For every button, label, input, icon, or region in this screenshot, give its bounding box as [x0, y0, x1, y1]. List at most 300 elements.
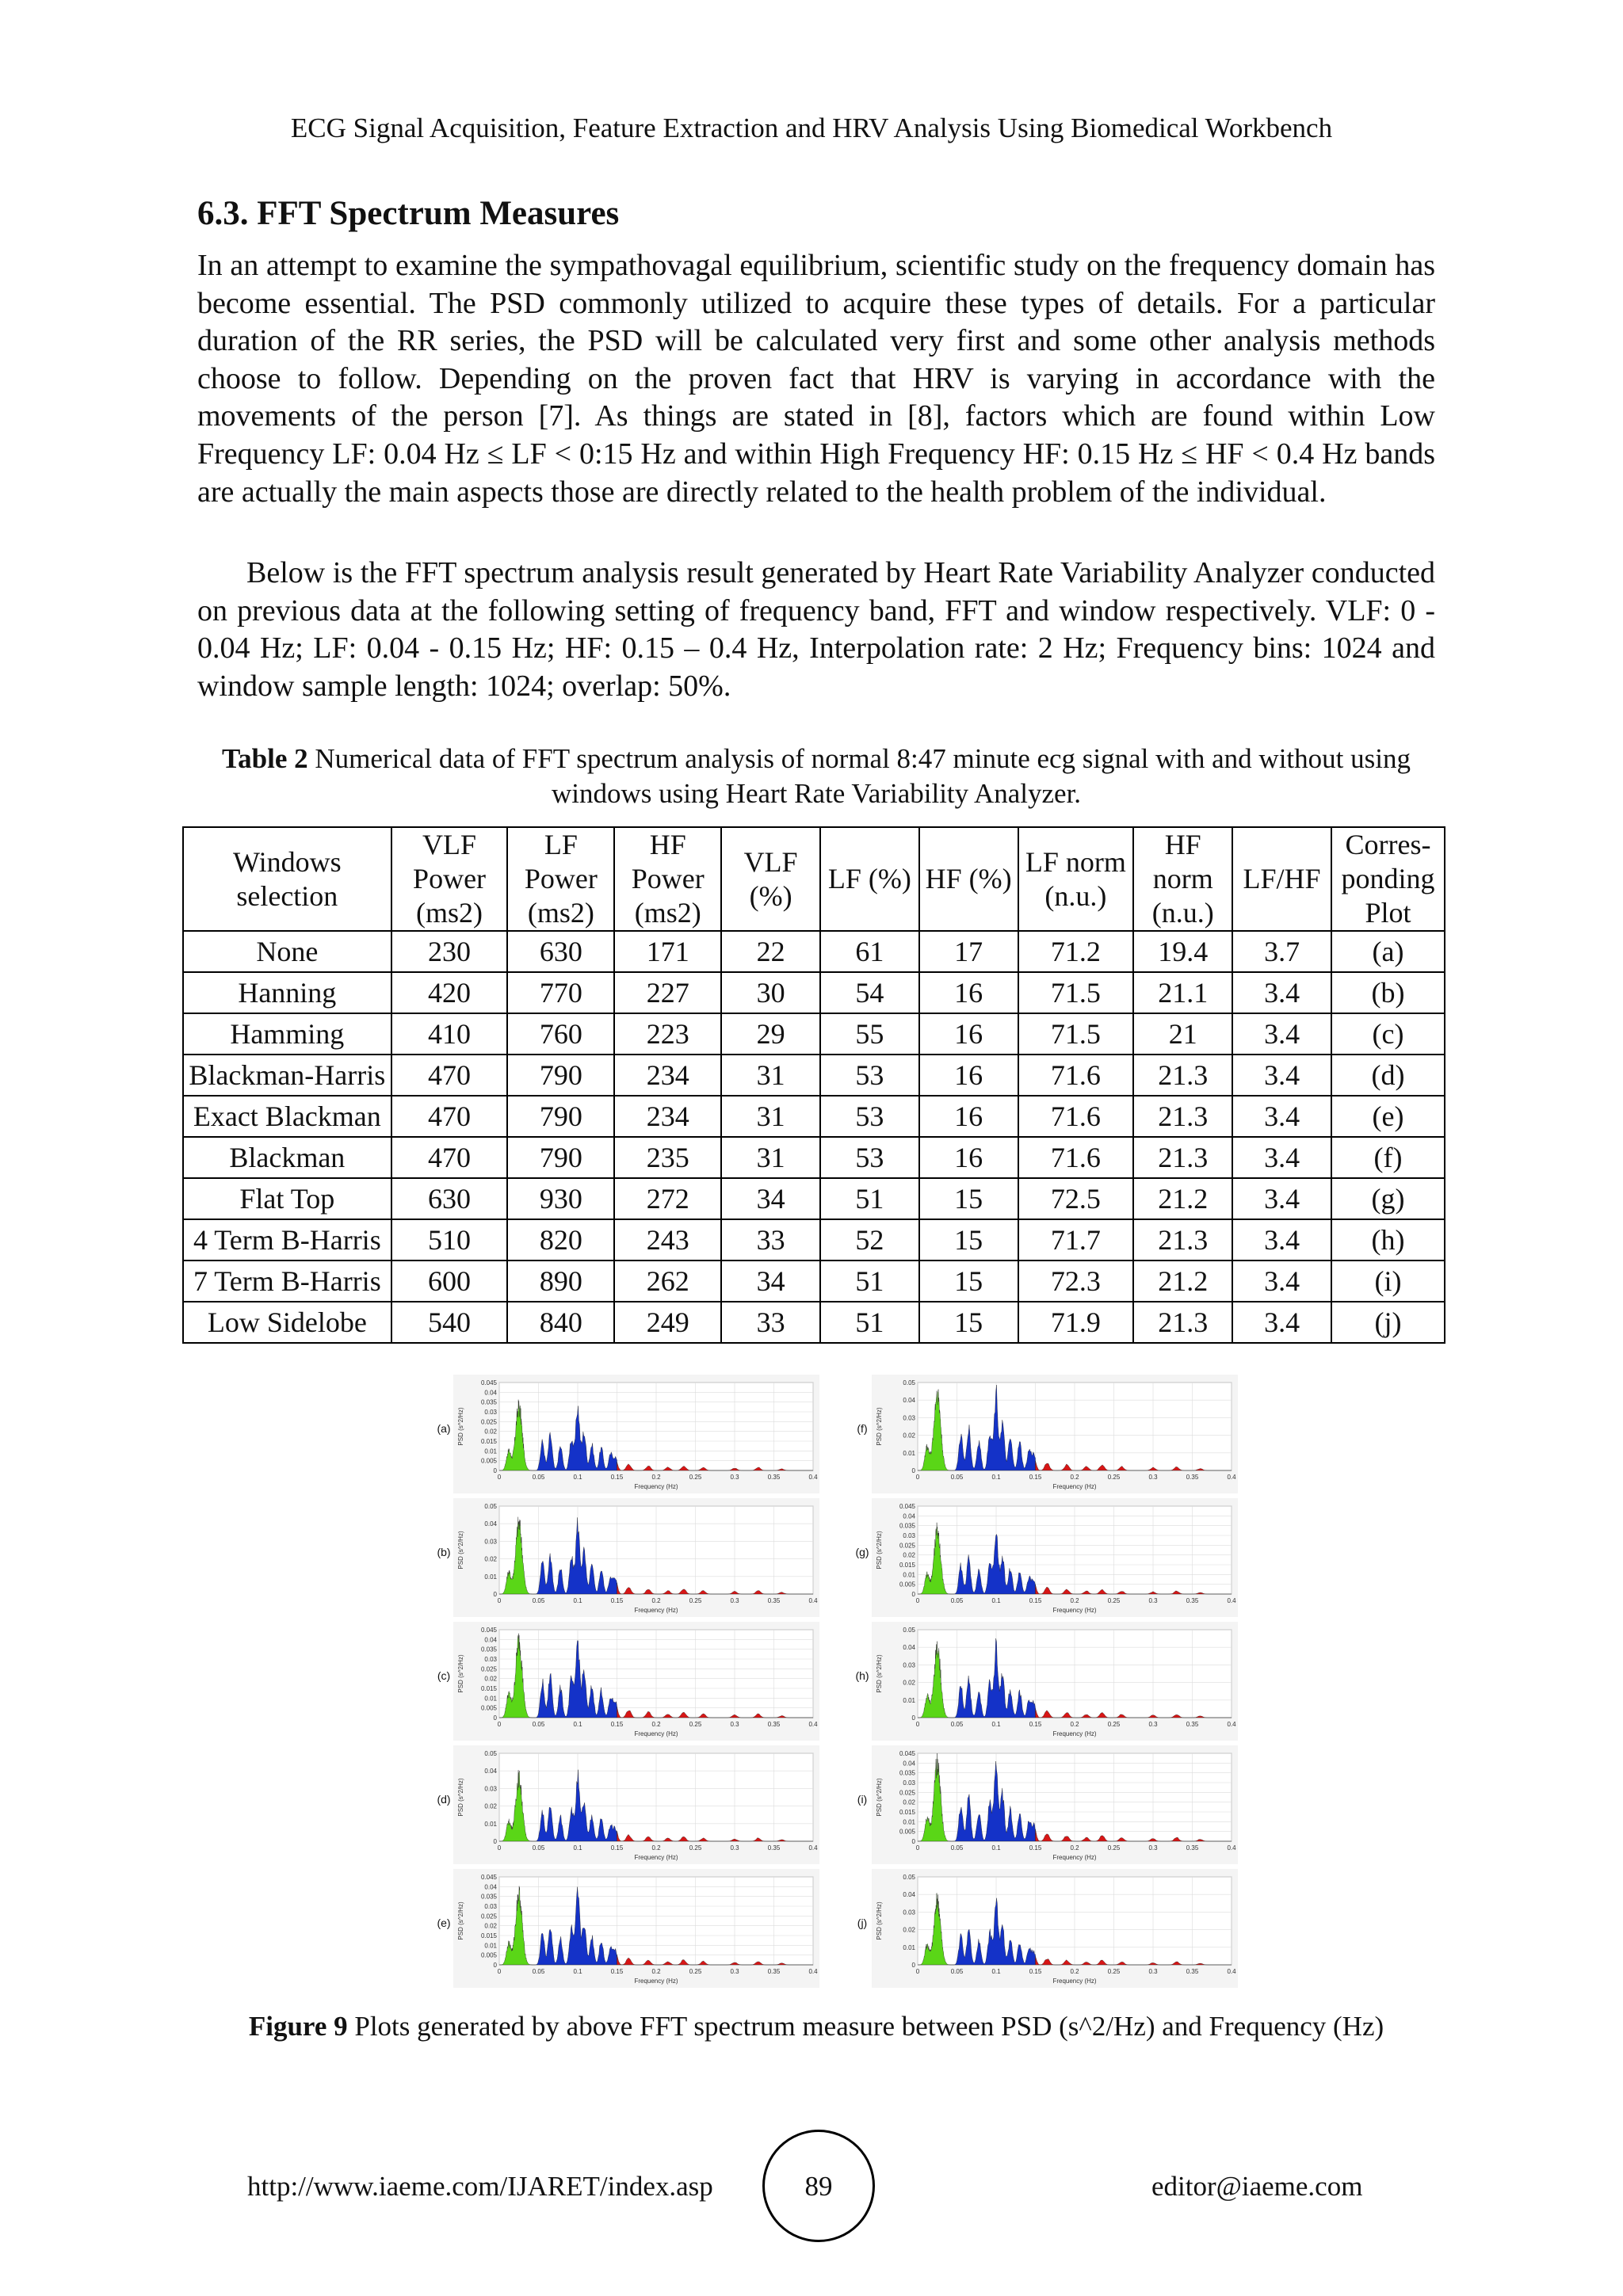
table-cell: 171 — [614, 931, 721, 972]
table-cell: 72.5 — [1018, 1178, 1134, 1219]
x-tick-label: 0.05 — [532, 1474, 545, 1481]
header-line: HF — [1164, 829, 1201, 860]
y-tick-label: 0.03 — [484, 1785, 497, 1793]
x-tick-label: 0.2 — [1070, 1597, 1079, 1604]
table-cell: 790 — [507, 1096, 614, 1137]
x-tick-label: 0.3 — [1148, 1597, 1158, 1604]
table-row — [183, 1013, 1445, 1055]
header-line: (n.u.) — [1044, 879, 1107, 912]
y-tick-label: 0.04 — [484, 1636, 497, 1644]
plot-letter: (a) — [437, 1422, 451, 1435]
table-cell: 890 — [507, 1261, 614, 1302]
x-tick-label: 0.1 — [573, 1844, 582, 1852]
plot-letter: (c) — [437, 1669, 451, 1682]
y-tick-label: 0.01 — [903, 1943, 915, 1951]
table-header-cell — [507, 827, 614, 931]
plot-letter: (b) — [437, 1546, 451, 1558]
y-tick-label: 0.015 — [899, 1562, 915, 1569]
y-tick-label: 0.025 — [480, 1418, 497, 1426]
y-tick-label: 0.04 — [903, 1512, 915, 1520]
y-tick-label: 0.035 — [480, 1398, 497, 1406]
x-tick-label: 0.25 — [1107, 1597, 1121, 1604]
table-cell: 71.9 — [1018, 1302, 1134, 1343]
table-row — [183, 972, 1445, 1013]
y-tick-label: 0.05 — [484, 1503, 497, 1510]
x-tick-label: 0.25 — [1107, 1474, 1121, 1481]
x-tick-label: 0.15 — [1029, 1474, 1042, 1481]
plot-letter: (h) — [855, 1669, 869, 1682]
x-tick-label: 0.2 — [1070, 1844, 1079, 1852]
y-tick-label: 0.03 — [903, 1779, 915, 1787]
table-cell: 790 — [507, 1137, 614, 1178]
y-tick-label: 0.015 — [899, 1809, 915, 1816]
x-axis-label: Frequency (Hz) — [634, 1730, 678, 1737]
psd-plot — [854, 1498, 1241, 1617]
x-tick-label: 0.1 — [991, 1968, 1001, 1975]
x-tick-label: 0.1 — [573, 1597, 582, 1604]
psd-plot-svg — [872, 1498, 1238, 1617]
header-line: (ms2) — [416, 897, 483, 929]
table-cell: 17 — [919, 931, 1018, 972]
paragraph-2: Below is the FFT spectrum analysis result generated by Heart Rate Variability Analyzer conducted on previous data at the following setting of frequency band, FFT and window respectively. VLF: 0 - 0.04 Hz; LF: 0.04 - 0.15 Hz; HF: 0.15 – 0.4 Hz, Interpolation rate: 2 Hz; Frequency bins: 1024 and window sample length: 1024; overlap: 50%. — [197, 556, 1435, 703]
table-cell: 21.3 — [1133, 1096, 1232, 1137]
x-axis-label: Frequency (Hz) — [1052, 1483, 1097, 1490]
y-tick-label: 0.04 — [484, 1520, 497, 1528]
x-tick-label: 0.1 — [991, 1597, 1001, 1604]
table-cell: 16 — [919, 1096, 1018, 1137]
table-cell: 249 — [614, 1302, 721, 1343]
x-tick-label: 0.25 — [1107, 1968, 1121, 1975]
x-tick-label: 0.15 — [1029, 1721, 1042, 1728]
header-line: ponding — [1341, 863, 1435, 894]
x-tick-label: 0 — [497, 1597, 502, 1604]
y-tick-label: 0.04 — [484, 1389, 497, 1397]
x-axis-label: Frequency (Hz) — [1052, 1730, 1097, 1737]
table-cell: 3.4 — [1232, 1178, 1331, 1219]
x-tick-label: 0.4 — [808, 1474, 818, 1481]
table-caption — [197, 742, 1435, 811]
table-cell: 29 — [721, 1013, 820, 1055]
x-tick-label: 0.1 — [991, 1721, 1001, 1728]
x-tick-label: 0.1 — [573, 1721, 582, 1728]
y-tick-label: 0 — [911, 1467, 915, 1474]
table-cell: 53 — [820, 1096, 919, 1137]
y-tick-label: 0.005 — [480, 1951, 497, 1959]
table-cell: (d) — [1331, 1055, 1445, 1096]
table-cell: 630 — [391, 1178, 508, 1219]
x-tick-label: 0.1 — [573, 1968, 582, 1975]
table-cell: 470 — [391, 1096, 508, 1137]
table-row — [183, 1096, 1445, 1137]
table-cell: 3.4 — [1232, 1219, 1331, 1261]
x-tick-label: 0.2 — [651, 1844, 661, 1852]
y-tick-label: 0.05 — [903, 1379, 915, 1386]
table-cell: 31 — [721, 1137, 820, 1178]
header-line: (n.u.) — [1151, 897, 1214, 929]
psd-plot — [854, 1869, 1241, 1988]
table-cell: 33 — [721, 1302, 820, 1343]
x-tick-label: 0.4 — [808, 1844, 818, 1852]
footer-email-link[interactable]: editor@iaeme.com — [1151, 2171, 1363, 2202]
x-tick-label: 0.15 — [610, 1844, 624, 1852]
x-tick-label: 0 — [915, 1844, 920, 1852]
table-header-cell — [614, 827, 721, 931]
header-line: Corres- — [1345, 829, 1431, 860]
x-tick-label: 0.2 — [1070, 1474, 1079, 1481]
window-name-cell: None — [183, 931, 391, 972]
header-line: VLF — [422, 829, 477, 860]
x-tick-label: 0.35 — [767, 1721, 781, 1728]
header-line: Windows — [233, 845, 342, 878]
x-tick-label: 0.4 — [1227, 1597, 1236, 1604]
y-axis-label: PSD (s^2/Hz) — [876, 1531, 883, 1569]
y-tick-label: 0.04 — [484, 1883, 497, 1891]
header-line: Power — [413, 863, 487, 894]
psd-plot — [436, 1869, 823, 1988]
x-tick-label: 0.15 — [1029, 1597, 1042, 1604]
x-tick-label: 0.4 — [1227, 1844, 1236, 1852]
y-tick-label: 0.04 — [484, 1768, 497, 1775]
y-tick-label: 0 — [911, 1591, 915, 1598]
psd-plot-svg — [872, 1745, 1238, 1864]
x-tick-label: 0.3 — [1148, 1968, 1158, 1975]
table-cell: 21.2 — [1133, 1178, 1232, 1219]
table-row — [183, 1137, 1445, 1178]
y-tick-label: 0.015 — [480, 1438, 497, 1445]
y-tick-label: 0.02 — [484, 1922, 497, 1930]
table-cell: 930 — [507, 1178, 614, 1219]
table-caption-label: Table 2 — [222, 743, 308, 774]
x-tick-label: 0.05 — [950, 1968, 964, 1975]
psd-plot-image — [453, 1622, 819, 1741]
x-axis-label: Frequency (Hz) — [1052, 1607, 1097, 1614]
header-line: HF — [649, 829, 686, 860]
table-cell: 3.4 — [1232, 972, 1331, 1013]
x-tick-label: 0.3 — [730, 1968, 739, 1975]
x-axis-label: Frequency (Hz) — [634, 1978, 678, 1985]
x-tick-label: 0.4 — [808, 1597, 818, 1604]
y-tick-label: 0.01 — [903, 1818, 915, 1826]
y-tick-label: 0.025 — [899, 1542, 915, 1550]
x-tick-label: 0.35 — [1186, 1844, 1199, 1852]
x-tick-label: 0.2 — [651, 1597, 661, 1604]
x-tick-label: 0.2 — [651, 1968, 661, 1975]
x-tick-label: 0.2 — [1070, 1968, 1079, 1975]
psd-plot-svg — [872, 1869, 1238, 1988]
table-cell: 470 — [391, 1137, 508, 1178]
table-cell: 54 — [820, 972, 919, 1013]
y-tick-label: 0.04 — [903, 1644, 915, 1652]
table-row — [183, 1219, 1445, 1261]
y-tick-label: 0.025 — [899, 1789, 915, 1797]
window-name-cell: Hamming — [183, 1013, 391, 1055]
psd-plot-image — [872, 1498, 1238, 1617]
x-tick-label: 0.25 — [689, 1844, 702, 1852]
y-tick-label: 0.045 — [899, 1750, 915, 1757]
y-axis-label: PSD (s^2/Hz) — [457, 1531, 464, 1569]
figure-caption-text: Plots generated by above FFT spectrum measure between PSD (s^2/Hz) and Frequency (Hz) — [347, 2011, 1384, 2042]
table-cell: 3.4 — [1232, 1302, 1331, 1343]
x-tick-label: 0.05 — [950, 1721, 964, 1728]
y-axis-label: PSD (s^2/Hz) — [457, 1901, 464, 1940]
y-tick-label: 0 — [911, 1714, 915, 1722]
header-line: HF (%) — [925, 863, 1012, 894]
x-tick-label: 0.05 — [950, 1844, 964, 1852]
table-cell: 234 — [614, 1055, 721, 1096]
y-tick-label: 0.03 — [903, 1909, 915, 1917]
table-cell: 790 — [507, 1055, 614, 1096]
header-line: Power — [524, 863, 598, 894]
y-tick-label: 0.02 — [484, 1802, 497, 1810]
table-cell: 71.7 — [1018, 1219, 1134, 1261]
window-name-cell: Flat Top — [183, 1178, 391, 1219]
table-cell: 55 — [820, 1013, 919, 1055]
y-tick-label: 0.02 — [903, 1432, 915, 1440]
table-cell: (h) — [1331, 1219, 1445, 1261]
x-tick-label: 0.3 — [1148, 1721, 1158, 1728]
y-tick-label: 0 — [911, 1962, 915, 1969]
y-axis-label: PSD (s^2/Hz) — [876, 1654, 883, 1693]
x-tick-label: 0.15 — [610, 1597, 624, 1604]
x-tick-label: 0.25 — [689, 1597, 702, 1604]
table-cell: 16 — [919, 1137, 1018, 1178]
psd-plot — [854, 1622, 1241, 1741]
psd-plot-image — [872, 1869, 1238, 1988]
plot-letter: (g) — [855, 1546, 869, 1558]
table-cell: 52 — [820, 1219, 919, 1261]
table-cell: 840 — [507, 1302, 614, 1343]
table-cell: 227 — [614, 972, 721, 1013]
y-tick-label: 0.01 — [484, 1695, 497, 1703]
plot-letter: (i) — [857, 1793, 868, 1806]
table-cell: 16 — [919, 972, 1018, 1013]
x-axis-label: Frequency (Hz) — [634, 1607, 678, 1614]
y-tick-label: 0.025 — [480, 1665, 497, 1673]
table-cell: 71.5 — [1018, 1013, 1134, 1055]
table-cell: 420 — [391, 972, 508, 1013]
table-header-cell — [721, 827, 820, 931]
plot-letter: (e) — [437, 1917, 451, 1929]
y-tick-label: 0 — [493, 1962, 497, 1969]
y-axis-label: PSD (s^2/Hz) — [876, 1901, 883, 1940]
x-tick-label: 0.15 — [610, 1968, 624, 1975]
table-cell: 235 — [614, 1137, 721, 1178]
y-tick-label: 0.02 — [903, 1798, 915, 1806]
x-tick-label: 0.05 — [532, 1597, 545, 1604]
y-tick-label: 0.005 — [899, 1828, 915, 1836]
page-number: 89 — [804, 2171, 833, 2202]
table-cell: 470 — [391, 1055, 508, 1096]
y-tick-label: 0.05 — [903, 1874, 915, 1881]
x-tick-label: 0.05 — [950, 1474, 964, 1481]
x-tick-label: 0 — [915, 1721, 920, 1728]
y-tick-label: 0.015 — [480, 1685, 497, 1692]
psd-plot-svg — [453, 1622, 819, 1741]
header-line: Power — [631, 863, 705, 894]
psd-plot-image — [872, 1375, 1238, 1493]
x-tick-label: 0.25 — [689, 1721, 702, 1728]
header-line: LF norm — [1025, 845, 1126, 878]
psd-plot-svg — [453, 1745, 819, 1864]
x-tick-label: 0 — [497, 1721, 502, 1728]
y-tick-label: 0.03 — [484, 1538, 497, 1546]
table-cell: 31 — [721, 1055, 820, 1096]
y-tick-label: 0.05 — [903, 1627, 915, 1634]
plot-letter: (f) — [857, 1422, 868, 1435]
psd-plot — [436, 1622, 823, 1741]
table-cell: 262 — [614, 1261, 721, 1302]
y-tick-label: 0.05 — [484, 1750, 497, 1757]
table-cell: 3.4 — [1232, 1013, 1331, 1055]
window-name-cell: Blackman — [183, 1137, 391, 1178]
psd-plot-image — [453, 1498, 819, 1617]
table-cell: (j) — [1331, 1302, 1445, 1343]
table-cell: 19.4 — [1133, 931, 1232, 972]
table-cell: 15 — [919, 1261, 1018, 1302]
paragraph-1: In an attempt to examine the sympathovagal equilibrium, scientific study on the frequency domain has become essential. The PSD commonly utilized to acquire these types of details. For a particular duration of the RR series, the PSD will be calculated very first and some other analysis methods choose to follow. Depending on the proven fact that HRV is varying in accordance with the movements of the person [7]. As things are stated in [8], factors which are found within Low Frequency LF: 0.04 Hz ≤ LF < 0:15 Hz and within High Frequency HF: 0.15 Hz ≤ HF < 0.4 Hz bands are actually the main aspects those are directly related to the health problem of the individual. — [197, 249, 1435, 509]
x-tick-label: 0.1 — [991, 1844, 1001, 1852]
window-name-cell: Hanning — [183, 972, 391, 1013]
table-cell: 31 — [721, 1096, 820, 1137]
psd-plot-image — [453, 1869, 819, 1988]
x-tick-label: 0.25 — [689, 1968, 702, 1975]
x-tick-label: 0.05 — [950, 1597, 964, 1604]
x-tick-label: 0.05 — [532, 1721, 545, 1728]
table-cell: 3.4 — [1232, 1137, 1331, 1178]
psd-plot-image — [872, 1622, 1238, 1741]
psd-plot — [436, 1745, 823, 1864]
table-cell: 21.3 — [1133, 1219, 1232, 1261]
table-header-row — [183, 827, 1445, 931]
x-tick-label: 0.15 — [1029, 1844, 1042, 1852]
header-line: Plot — [1365, 897, 1411, 929]
table-row — [183, 1302, 1445, 1343]
header-line: VLF — [743, 845, 798, 878]
table-cell: 820 — [507, 1219, 614, 1261]
y-tick-label: 0.045 — [480, 1379, 497, 1386]
table-cell: 15 — [919, 1178, 1018, 1219]
y-tick-label: 0.01 — [484, 1820, 497, 1828]
x-tick-label: 0 — [497, 1968, 502, 1975]
table-cell: 71.5 — [1018, 972, 1134, 1013]
table-cell: 16 — [919, 1055, 1018, 1096]
x-tick-label: 0.3 — [730, 1844, 739, 1852]
y-tick-label: 0.02 — [903, 1551, 915, 1559]
y-tick-label: 0.01 — [903, 1571, 915, 1579]
table-cell: 21.3 — [1133, 1302, 1232, 1343]
x-axis-label: Frequency (Hz) — [1052, 1978, 1097, 1985]
y-tick-label: 0.01 — [484, 1942, 497, 1950]
x-tick-label: 0.1 — [573, 1474, 582, 1481]
table-cell: 51 — [820, 1261, 919, 1302]
y-tick-label: 0.03 — [903, 1414, 915, 1422]
x-tick-label: 0.3 — [730, 1597, 739, 1604]
header-line: norm — [1152, 863, 1213, 894]
x-tick-label: 0.05 — [532, 1844, 545, 1852]
y-tick-label: 0.045 — [899, 1503, 915, 1510]
psd-plot — [436, 1375, 823, 1493]
fft-spectrum-table — [182, 826, 1445, 1344]
table-caption-text: Numerical data of FFT spectrum analysis of normal 8:47 minute ecg signal with and without using windows using Heart Rate Variability Analyzer. — [307, 743, 1411, 809]
table-cell: 3.7 — [1232, 931, 1331, 972]
y-tick-label: 0.005 — [480, 1704, 497, 1712]
table-cell: 760 — [507, 1013, 614, 1055]
x-axis-label: Frequency (Hz) — [1052, 1854, 1097, 1861]
window-name-cell: Exact Blackman — [183, 1096, 391, 1137]
table-cell: 540 — [391, 1302, 508, 1343]
plot-letter: (j) — [857, 1917, 868, 1929]
plot-letter: (d) — [437, 1793, 451, 1806]
x-tick-label: 0.35 — [767, 1968, 781, 1975]
psd-plot — [436, 1498, 823, 1617]
table-cell: 71.2 — [1018, 931, 1134, 972]
table-cell: 3.4 — [1232, 1055, 1331, 1096]
x-tick-label: 0.35 — [767, 1597, 781, 1604]
y-axis-label: PSD (s^2/Hz) — [457, 1407, 464, 1446]
x-tick-label: 0.4 — [1227, 1474, 1236, 1481]
y-tick-label: 0.04 — [903, 1891, 915, 1899]
y-tick-label: 0.005 — [480, 1457, 497, 1465]
table-cell: 510 — [391, 1219, 508, 1261]
table-cell: 72.3 — [1018, 1261, 1134, 1302]
y-tick-label: 0.035 — [480, 1646, 497, 1653]
table-cell: 53 — [820, 1055, 919, 1096]
table-row — [183, 1055, 1445, 1096]
y-tick-label: 0.015 — [480, 1932, 497, 1939]
x-tick-label: 0.3 — [1148, 1844, 1158, 1852]
psd-plot-svg — [453, 1498, 819, 1617]
x-tick-label: 0.3 — [1148, 1474, 1158, 1481]
y-tick-label: 0.025 — [480, 1913, 497, 1920]
table-header-cell — [183, 827, 391, 931]
table-cell: 71.6 — [1018, 1055, 1134, 1096]
table-cell: 16 — [919, 1013, 1018, 1055]
section-title: 6.3. FFT Spectrum Measures — [197, 195, 620, 232]
window-name-cell: Blackman-Harris — [183, 1055, 391, 1096]
window-name-cell: 4 Term B-Harris — [183, 1219, 391, 1261]
y-tick-label: 0.02 — [484, 1675, 497, 1683]
psd-plot-svg — [453, 1869, 819, 1988]
x-tick-label: 0.35 — [1186, 1597, 1199, 1604]
table-cell: 53 — [820, 1137, 919, 1178]
x-tick-label: 0.2 — [651, 1474, 661, 1481]
footer-url-link[interactable]: http://www.iaeme.com/IJARET/index.asp — [247, 2171, 713, 2202]
y-tick-label: 0.03 — [484, 1409, 497, 1416]
x-tick-label: 0.15 — [610, 1474, 624, 1481]
psd-plot-image — [453, 1375, 819, 1493]
x-tick-label: 0.35 — [1186, 1968, 1199, 1975]
y-axis-label: PSD (s^2/Hz) — [876, 1778, 883, 1817]
table-cell: 600 — [391, 1261, 508, 1302]
y-tick-label: 0.03 — [484, 1656, 497, 1663]
x-tick-label: 0.1 — [991, 1474, 1001, 1481]
table-cell: 770 — [507, 972, 614, 1013]
y-tick-label: 0.04 — [903, 1760, 915, 1768]
x-tick-label: 0 — [915, 1597, 920, 1604]
table-cell: 30 — [721, 972, 820, 1013]
y-tick-label: 0.005 — [899, 1581, 915, 1589]
table-header-cell — [820, 827, 919, 931]
y-tick-label: 0.045 — [480, 1874, 497, 1881]
x-tick-label: 0.05 — [532, 1968, 545, 1975]
table-cell: 223 — [614, 1013, 721, 1055]
x-tick-label: 0.15 — [610, 1721, 624, 1728]
table-cell: 15 — [919, 1302, 1018, 1343]
table-cell: 22 — [721, 931, 820, 972]
y-tick-label: 0 — [493, 1838, 497, 1845]
psd-plot-svg — [872, 1622, 1238, 1741]
table-row — [183, 1178, 1445, 1219]
